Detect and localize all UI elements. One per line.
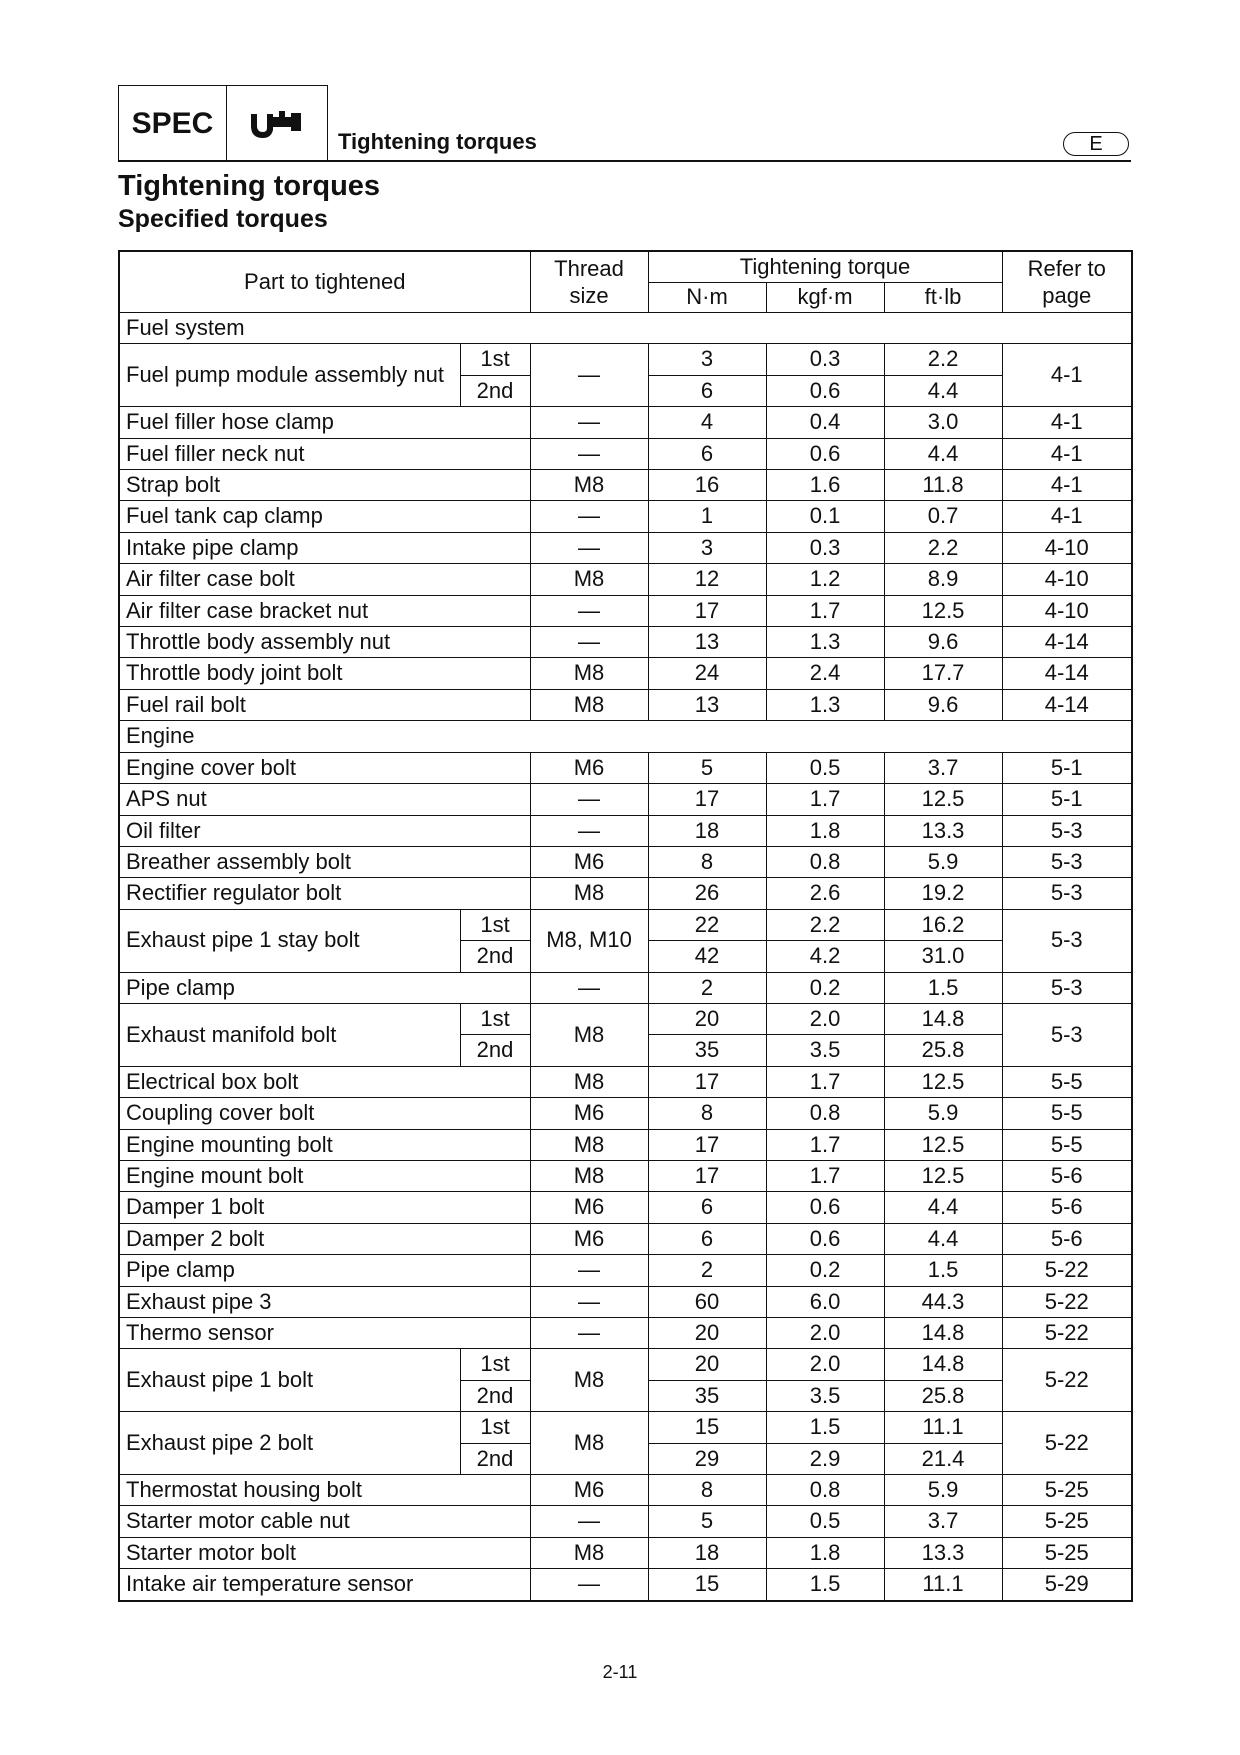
header-refer-line1: Refer to xyxy=(1027,256,1106,281)
torque-ftlb: 21.4 xyxy=(884,1443,1002,1474)
torque-kgfm: 1.3 xyxy=(766,627,884,658)
torque-kgfm: 0.6 xyxy=(766,1223,884,1254)
torque-nm: 17 xyxy=(648,595,766,626)
refer-page: 4-1 xyxy=(1002,344,1132,407)
refer-page: 4-10 xyxy=(1002,564,1132,595)
thread-size: M8 xyxy=(530,470,648,501)
table-row xyxy=(119,878,1132,909)
torque-ftlb: 11.1 xyxy=(884,1569,1002,1601)
part-name: Pipe clamp xyxy=(119,1255,530,1286)
torque-ftlb: 19.2 xyxy=(884,878,1002,909)
header-nm: N·m xyxy=(648,282,766,312)
section-label: Engine xyxy=(119,721,1132,752)
torque-kgfm: 3.5 xyxy=(766,1380,884,1411)
torque-ftlb: 25.8 xyxy=(884,1035,1002,1066)
torque-ftlb: 12.5 xyxy=(884,595,1002,626)
part-name: Starter motor bolt xyxy=(119,1537,530,1568)
torque-kgfm: 2.0 xyxy=(766,1318,884,1349)
torque-nm: 16 xyxy=(648,470,766,501)
tightening-stage: 1st xyxy=(460,1349,530,1380)
torque-nm: 5 xyxy=(648,1506,766,1537)
tightening-stage: 2nd xyxy=(460,1443,530,1474)
part-name: Oil filter xyxy=(119,815,530,846)
torque-kgfm: 1.7 xyxy=(766,1066,884,1097)
part-name: Exhaust pipe 1 bolt xyxy=(119,1349,460,1412)
torque-kgfm: 1.7 xyxy=(766,1160,884,1191)
header-refer-page xyxy=(1002,251,1132,313)
thread-size: M8 xyxy=(530,1537,648,1568)
table-row xyxy=(119,972,1132,1003)
refer-page: 5-1 xyxy=(1002,752,1132,783)
torque-ftlb: 4.4 xyxy=(884,1192,1002,1223)
tightening-stage: 2nd xyxy=(460,1380,530,1411)
torque-ftlb: 3.0 xyxy=(884,407,1002,438)
torque-nm: 6 xyxy=(648,438,766,469)
table-row xyxy=(119,1286,1132,1317)
table-row xyxy=(119,1098,1132,1129)
refer-page: 4-1 xyxy=(1002,470,1132,501)
torque-kgfm: 0.6 xyxy=(766,1192,884,1223)
torque-kgfm: 0.8 xyxy=(766,1475,884,1506)
table-row xyxy=(119,1412,1132,1443)
torque-ftlb: 12.5 xyxy=(884,1160,1002,1191)
torque-nm: 26 xyxy=(648,878,766,909)
part-name: Strap bolt xyxy=(119,470,530,501)
section-title: Tightening torques xyxy=(338,129,537,154)
table-row xyxy=(119,1569,1132,1601)
torque-kgfm: 0.2 xyxy=(766,1255,884,1286)
refer-page: 5-5 xyxy=(1002,1066,1132,1097)
table-row xyxy=(119,1255,1132,1286)
torque-nm: 17 xyxy=(648,784,766,815)
torque-ftlb: 0.7 xyxy=(884,501,1002,532)
part-name: Electrical box bolt xyxy=(119,1066,530,1097)
refer-page: 5-22 xyxy=(1002,1255,1132,1286)
torque-ftlb: 2.2 xyxy=(884,532,1002,563)
table-row xyxy=(119,627,1132,658)
header-thread-size xyxy=(530,251,648,313)
thread-size: — xyxy=(530,784,648,815)
torque-nm: 18 xyxy=(648,1537,766,1568)
part-name: Damper 1 bolt xyxy=(119,1192,530,1223)
torque-kgfm: 2.2 xyxy=(766,909,884,940)
table-row xyxy=(119,407,1132,438)
refer-page: 5-1 xyxy=(1002,784,1132,815)
torque-ftlb: 12.5 xyxy=(884,1066,1002,1097)
part-name: Air filter case bolt xyxy=(119,564,530,595)
torque-ftlb: 14.8 xyxy=(884,1318,1002,1349)
torque-kgfm: 0.8 xyxy=(766,1098,884,1129)
thread-size: M6 xyxy=(530,1223,648,1254)
page-number: 2-11 xyxy=(602,1662,638,1682)
torque-kgfm: 1.7 xyxy=(766,1129,884,1160)
torque-kgfm: 1.7 xyxy=(766,595,884,626)
table-row xyxy=(119,1129,1132,1160)
torque-kgfm: 2.4 xyxy=(766,658,884,689)
table-row xyxy=(119,846,1132,877)
torque-ftlb: 14.8 xyxy=(884,1349,1002,1380)
refer-page: 5-29 xyxy=(1002,1569,1132,1601)
torque-nm: 22 xyxy=(648,909,766,940)
torque-nm: 13 xyxy=(648,689,766,720)
torque-ftlb: 13.3 xyxy=(884,815,1002,846)
table-row xyxy=(119,1003,1132,1034)
torque-ftlb: 3.7 xyxy=(884,752,1002,783)
torque-ftlb: 14.8 xyxy=(884,1003,1002,1034)
torque-ftlb: 9.6 xyxy=(884,689,1002,720)
torque-ftlb: 12.5 xyxy=(884,784,1002,815)
torque-nm: 20 xyxy=(648,1318,766,1349)
refer-page: 5-5 xyxy=(1002,1129,1132,1160)
torque-ftlb: 4.4 xyxy=(884,375,1002,406)
torque-ftlb: 17.7 xyxy=(884,658,1002,689)
part-name: Fuel tank cap clamp xyxy=(119,501,530,532)
part-name: Fuel filler neck nut xyxy=(119,438,530,469)
part-name: Damper 2 bolt xyxy=(119,1223,530,1254)
part-name: Breather assembly bolt xyxy=(119,846,530,877)
torque-nm: 35 xyxy=(648,1035,766,1066)
tightening-stage: 1st xyxy=(460,344,530,375)
part-name: Intake pipe clamp xyxy=(119,532,530,563)
thread-size: M8 xyxy=(530,1066,648,1097)
thread-size: M8 xyxy=(530,1412,648,1475)
table-row xyxy=(119,1537,1132,1568)
torque-kgfm: 1.8 xyxy=(766,815,884,846)
torque-kgfm: 2.9 xyxy=(766,1443,884,1474)
torque-table xyxy=(118,250,1133,1602)
header-thread-line1: Thread xyxy=(554,256,624,281)
torque-kgfm: 0.4 xyxy=(766,407,884,438)
thread-size: M6 xyxy=(530,846,648,877)
torque-nm: 29 xyxy=(648,1443,766,1474)
thread-size: — xyxy=(530,1318,648,1349)
thread-size: — xyxy=(530,501,648,532)
header-rule xyxy=(118,160,1131,162)
thread-size: — xyxy=(530,1286,648,1317)
table-row xyxy=(119,1223,1132,1254)
tightening-stage: 1st xyxy=(460,1003,530,1034)
thread-size: M6 xyxy=(530,1098,648,1129)
part-name: Air filter case bracket nut xyxy=(119,595,530,626)
torque-nm: 3 xyxy=(648,344,766,375)
part-name: Exhaust manifold bolt xyxy=(119,1003,460,1066)
refer-page: 5-3 xyxy=(1002,815,1132,846)
torque-nm: 2 xyxy=(648,1255,766,1286)
refer-page: 4-14 xyxy=(1002,627,1132,658)
torque-kgfm: 0.3 xyxy=(766,344,884,375)
thread-size: — xyxy=(530,407,648,438)
torque-nm: 13 xyxy=(648,627,766,658)
thread-size: — xyxy=(530,532,648,563)
torque-kgfm: 1.6 xyxy=(766,470,884,501)
part-name: Starter motor cable nut xyxy=(119,1506,530,1537)
thread-size: M8 xyxy=(530,878,648,909)
torque-kgfm: 0.5 xyxy=(766,752,884,783)
torque-ftlb: 4.4 xyxy=(884,1223,1002,1254)
part-name: Exhaust pipe 3 xyxy=(119,1286,530,1317)
torque-nm: 15 xyxy=(648,1412,766,1443)
torque-ftlb: 5.9 xyxy=(884,1098,1002,1129)
table-row xyxy=(119,344,1132,375)
torque-kgfm: 1.2 xyxy=(766,564,884,595)
thread-size: M6 xyxy=(530,1192,648,1223)
torque-kgfm: 0.2 xyxy=(766,972,884,1003)
torque-kgfm: 0.6 xyxy=(766,375,884,406)
torque-ftlb: 13.3 xyxy=(884,1537,1002,1568)
thread-size: — xyxy=(530,972,648,1003)
table-header xyxy=(119,251,1132,313)
table-row xyxy=(119,501,1132,532)
thread-size: M8 xyxy=(530,1129,648,1160)
torque-ftlb: 5.9 xyxy=(884,1475,1002,1506)
refer-page: 5-25 xyxy=(1002,1475,1132,1506)
torque-ftlb: 1.5 xyxy=(884,972,1002,1003)
torque-kgfm: 0.8 xyxy=(766,846,884,877)
table-row xyxy=(119,752,1132,783)
torque-nm: 3 xyxy=(648,532,766,563)
tightening-stage: 1st xyxy=(460,909,530,940)
torque-nm: 20 xyxy=(648,1003,766,1034)
wrench-icon-box xyxy=(226,85,328,161)
part-name: Fuel pump module assembly nut xyxy=(119,344,460,407)
header-kgfm: kgf·m xyxy=(766,282,884,312)
table-row xyxy=(119,1318,1132,1349)
refer-page: 5-3 xyxy=(1002,909,1132,972)
torque-ftlb: 11.8 xyxy=(884,470,1002,501)
refer-page: 5-22 xyxy=(1002,1349,1132,1412)
part-name: Engine mount bolt xyxy=(119,1160,530,1191)
torque-nm: 6 xyxy=(648,1192,766,1223)
part-name: Pipe clamp xyxy=(119,972,530,1003)
table-row xyxy=(119,689,1132,720)
header-ftlb: ft·lb xyxy=(884,282,1002,312)
torque-nm: 12 xyxy=(648,564,766,595)
tightening-stage: 1st xyxy=(460,1412,530,1443)
language-badge: E xyxy=(1063,132,1129,156)
table-row xyxy=(119,784,1132,815)
table-row xyxy=(119,438,1132,469)
torque-kgfm: 6.0 xyxy=(766,1286,884,1317)
thread-size: M8 xyxy=(530,658,648,689)
torque-nm: 60 xyxy=(648,1286,766,1317)
refer-page: 4-10 xyxy=(1002,595,1132,626)
torque-kgfm: 0.6 xyxy=(766,438,884,469)
table-row xyxy=(119,1160,1132,1191)
torque-nm: 18 xyxy=(648,815,766,846)
torque-nm: 17 xyxy=(648,1160,766,1191)
refer-page: 4-14 xyxy=(1002,689,1132,720)
header-refer-line2: page xyxy=(1042,283,1092,308)
refer-page: 5-25 xyxy=(1002,1506,1132,1537)
refer-page: 5-3 xyxy=(1002,972,1132,1003)
torque-ftlb: 11.1 xyxy=(884,1412,1002,1443)
torque-nm: 8 xyxy=(648,1098,766,1129)
torque-nm: 4 xyxy=(648,407,766,438)
page-header xyxy=(118,85,1131,162)
thread-size: — xyxy=(530,595,648,626)
thread-size: — xyxy=(530,1255,648,1286)
thread-size: M6 xyxy=(530,1475,648,1506)
torque-nm: 1 xyxy=(648,501,766,532)
torque-ftlb: 2.2 xyxy=(884,344,1002,375)
tightening-stage: 2nd xyxy=(460,941,530,972)
part-name: Thermostat housing bolt xyxy=(119,1475,530,1506)
thread-size: M8 xyxy=(530,1349,648,1412)
part-name: Throttle body assembly nut xyxy=(119,627,530,658)
section-row xyxy=(119,313,1132,344)
refer-page: 5-22 xyxy=(1002,1318,1132,1349)
thread-size: M8 xyxy=(530,1160,648,1191)
torque-nm: 17 xyxy=(648,1066,766,1097)
part-name: Throttle body joint bolt xyxy=(119,658,530,689)
part-name: Fuel filler hose clamp xyxy=(119,407,530,438)
table-row xyxy=(119,564,1132,595)
torque-ftlb: 1.5 xyxy=(884,1255,1002,1286)
part-name: Fuel rail bolt xyxy=(119,689,530,720)
refer-page: 5-3 xyxy=(1002,1003,1132,1066)
table-row xyxy=(119,909,1132,940)
thread-size: M8 xyxy=(530,564,648,595)
part-name: Exhaust pipe 2 bolt xyxy=(119,1412,460,1475)
torque-nm: 8 xyxy=(648,1475,766,1506)
section-row xyxy=(119,721,1132,752)
torque-kgfm: 1.5 xyxy=(766,1412,884,1443)
page-subtitle: Specified torques xyxy=(118,205,328,233)
table-body xyxy=(119,313,1132,1601)
part-name: Rectifier regulator bolt xyxy=(119,878,530,909)
header-tightening-torque: Tightening torque xyxy=(648,251,1002,282)
torque-kgfm: 1.5 xyxy=(766,1569,884,1601)
table-row xyxy=(119,1066,1132,1097)
torque-kgfm: 1.7 xyxy=(766,784,884,815)
refer-page: 4-1 xyxy=(1002,407,1132,438)
torque-nm: 20 xyxy=(648,1349,766,1380)
wrench-icon xyxy=(245,104,309,144)
refer-page: 5-22 xyxy=(1002,1412,1132,1475)
torque-ftlb: 9.6 xyxy=(884,627,1002,658)
spec-label: SPEC xyxy=(118,85,226,162)
table-row xyxy=(119,595,1132,626)
torque-kgfm: 4.2 xyxy=(766,941,884,972)
torque-ftlb: 3.7 xyxy=(884,1506,1002,1537)
torque-nm: 35 xyxy=(648,1380,766,1411)
table-row xyxy=(119,658,1132,689)
refer-page: 5-6 xyxy=(1002,1160,1132,1191)
torque-ftlb: 44.3 xyxy=(884,1286,1002,1317)
torque-nm: 6 xyxy=(648,1223,766,1254)
header-part: Part to tightened xyxy=(119,251,530,313)
torque-nm: 24 xyxy=(648,658,766,689)
refer-page: 5-3 xyxy=(1002,846,1132,877)
torque-ftlb: 8.9 xyxy=(884,564,1002,595)
torque-ftlb: 31.0 xyxy=(884,941,1002,972)
torque-kgfm: 1.8 xyxy=(766,1537,884,1568)
table-row xyxy=(119,470,1132,501)
thread-size: — xyxy=(530,815,648,846)
part-name: Intake air temperature sensor xyxy=(119,1569,530,1601)
refer-page: 5-5 xyxy=(1002,1098,1132,1129)
table-row xyxy=(119,1349,1132,1380)
part-name: Exhaust pipe 1 stay bolt xyxy=(119,909,460,972)
part-name: Thermo sensor xyxy=(119,1318,530,1349)
tightening-stage: 2nd xyxy=(460,375,530,406)
thread-size: — xyxy=(530,1569,648,1601)
thread-size: — xyxy=(530,627,648,658)
refer-page: 5-3 xyxy=(1002,878,1132,909)
torque-ftlb: 25.8 xyxy=(884,1380,1002,1411)
page-title: Tightening torques xyxy=(118,170,381,202)
torque-kgfm: 3.5 xyxy=(766,1035,884,1066)
torque-nm: 17 xyxy=(648,1129,766,1160)
table-row xyxy=(119,1475,1132,1506)
thread-size: — xyxy=(530,438,648,469)
torque-ftlb: 4.4 xyxy=(884,438,1002,469)
part-name: Coupling cover bolt xyxy=(119,1098,530,1129)
table-row xyxy=(119,1192,1132,1223)
table-row xyxy=(119,815,1132,846)
refer-page: 4-1 xyxy=(1002,501,1132,532)
torque-ftlb: 5.9 xyxy=(884,846,1002,877)
refer-page: 5-6 xyxy=(1002,1192,1132,1223)
torque-kgfm: 0.3 xyxy=(766,532,884,563)
torque-nm: 5 xyxy=(648,752,766,783)
tightening-stage: 2nd xyxy=(460,1035,530,1066)
thread-size: M8 xyxy=(530,1003,648,1066)
torque-kgfm: 2.6 xyxy=(766,878,884,909)
torque-ftlb: 16.2 xyxy=(884,909,1002,940)
torque-nm: 8 xyxy=(648,846,766,877)
part-name: APS nut xyxy=(119,784,530,815)
part-name: Engine mounting bolt xyxy=(119,1129,530,1160)
table-row xyxy=(119,1506,1132,1537)
torque-kgfm: 2.0 xyxy=(766,1349,884,1380)
torque-nm: 42 xyxy=(648,941,766,972)
table-row xyxy=(119,532,1132,563)
part-name: Engine cover bolt xyxy=(119,752,530,783)
header-thread-line2: size xyxy=(569,283,609,308)
thread-size: — xyxy=(530,1506,648,1537)
torque-kgfm: 2.0 xyxy=(766,1003,884,1034)
section-label: Fuel system xyxy=(119,313,1132,344)
refer-page: 4-1 xyxy=(1002,438,1132,469)
thread-size: M6 xyxy=(530,752,648,783)
refer-page: 4-14 xyxy=(1002,658,1132,689)
torque-kgfm: 1.3 xyxy=(766,689,884,720)
torque-nm: 2 xyxy=(648,972,766,1003)
thread-size: M8, M10 xyxy=(530,909,648,972)
refer-page: 5-6 xyxy=(1002,1223,1132,1254)
refer-page: 5-22 xyxy=(1002,1286,1132,1317)
torque-ftlb: 12.5 xyxy=(884,1129,1002,1160)
thread-size: — xyxy=(530,344,648,407)
torque-nm: 6 xyxy=(648,375,766,406)
refer-page: 4-10 xyxy=(1002,532,1132,563)
torque-kgfm: 0.5 xyxy=(766,1506,884,1537)
thread-size: M8 xyxy=(530,689,648,720)
torque-nm: 15 xyxy=(648,1569,766,1601)
torque-kgfm: 0.1 xyxy=(766,501,884,532)
refer-page: 5-25 xyxy=(1002,1537,1132,1568)
